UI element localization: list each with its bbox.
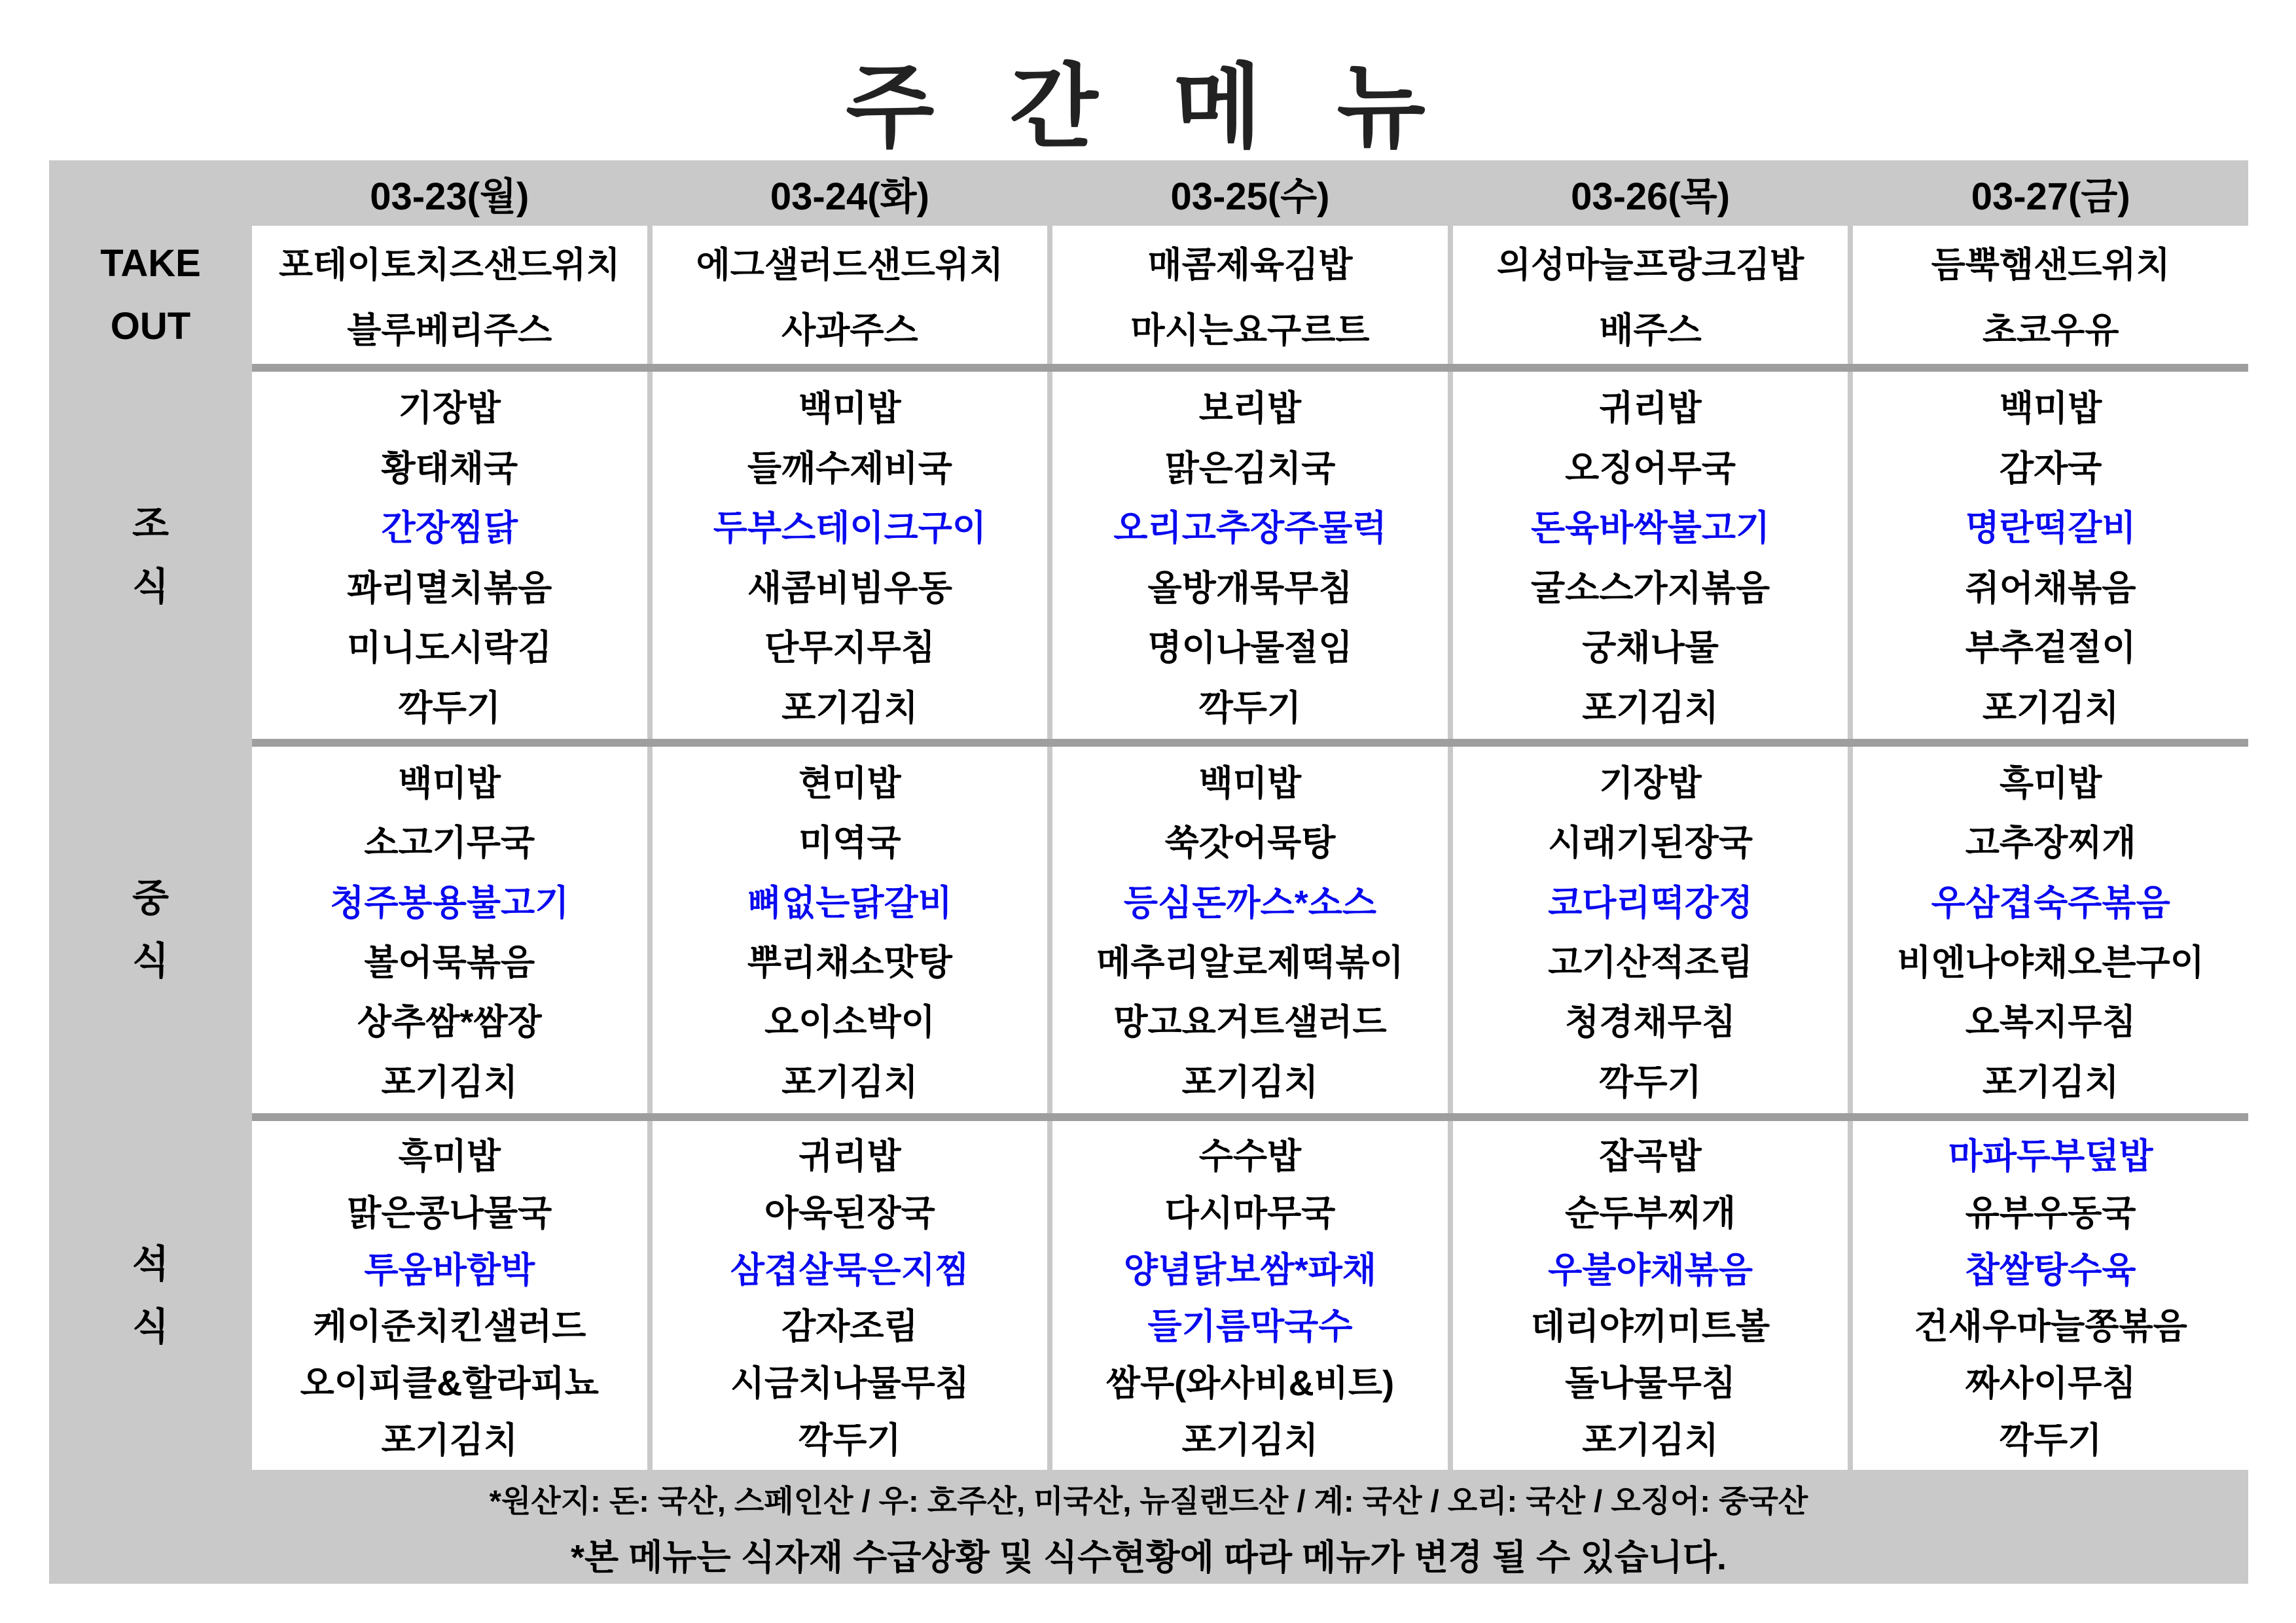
menu-item: 망고요거트샐러드: [1113, 1003, 1387, 1043]
menu-item: 메추리알로제떡볶이: [1096, 943, 1404, 983]
menu-item-highlighted: 명란떡갈비: [1965, 508, 2136, 548]
menu-item: 백미밥: [1198, 764, 1302, 804]
menu-item: 포기김치: [1582, 1421, 1719, 1461]
row-label-dinner: 석 식: [132, 1242, 170, 1348]
menu-item-highlighted: 뼈없는닭갈비: [747, 883, 952, 923]
page-title: 주 간 메 뉴: [846, 56, 1450, 158]
menu-item: 흑미밥: [398, 1136, 501, 1176]
menu-item: 단무지무침: [764, 628, 935, 668]
menu-item: 궁채나물: [1582, 628, 1719, 668]
menu-item: 비엔나야채오븐구이: [1897, 943, 2204, 983]
menu-item: 새콤비빔우동: [747, 568, 952, 608]
footer-notes: [49, 1472, 2248, 1584]
menu-item: 기장밥: [398, 389, 501, 429]
row-label-lunch: 중 식: [132, 877, 170, 982]
menu-item: 올방개묵무침: [1147, 568, 1353, 608]
date-header-4: 03-27(금): [1971, 175, 2130, 218]
menu-item: 매콤제육김밥: [1147, 245, 1353, 285]
menu-item: 돌나물무침: [1565, 1364, 1736, 1404]
dinner-row: [252, 1121, 2248, 1470]
menu-item: 포기김치: [781, 1062, 918, 1102]
menu-item: 포기김치: [1982, 688, 2119, 728]
menu-item: 굴소스가지볶음: [1531, 568, 1770, 608]
menu-item: 시래기된장국: [1548, 823, 1753, 863]
menu-cell-dinner-day1: [653, 1121, 1048, 1470]
menu-item: 건새우마늘쫑볶음: [1914, 1307, 2187, 1347]
menu-item: 쥐어채볶음: [1965, 568, 2136, 608]
menu-item: 아욱된장국: [764, 1193, 935, 1233]
menu-item: 깍두기: [1599, 1062, 1702, 1102]
menu-item: 감자조림: [781, 1307, 918, 1347]
takeout-row: [252, 226, 2248, 364]
menu-item: 미역국: [798, 823, 901, 863]
menu-item: 오이소박이: [764, 1003, 935, 1043]
menu-item-highlighted: 간장찜닭: [381, 508, 518, 548]
menu-item: 고기산적조림: [1548, 943, 1753, 983]
menu-item: 마시는요구르트: [1130, 310, 1370, 350]
menu-item: 쌈무(와사비&비트): [1105, 1364, 1395, 1404]
menu-item: 포테이토치즈샌드위치: [278, 245, 620, 285]
menu-item-highlighted: 투움바함박: [364, 1250, 535, 1290]
menu-item: 소고기무국: [364, 823, 535, 863]
menu-item-highlighted: 등심돈까스*소스: [1123, 883, 1377, 923]
menu-cell-takeout-day4: [1853, 226, 2248, 364]
menu-item: 현미밥: [798, 764, 901, 804]
menu-item: 다시마무국: [1164, 1193, 1336, 1233]
menu-item-highlighted: 오리고추장주물럭: [1113, 508, 1387, 548]
menu-item: 맑은콩나물국: [347, 1193, 552, 1233]
menu-item: 포기김치: [1982, 1062, 2119, 1102]
row-separator: [252, 739, 2248, 747]
lunch-row: [252, 747, 2248, 1113]
menu-cell-takeout-day1: [653, 226, 1048, 364]
menu-item: 깍두기: [398, 688, 501, 728]
date-header-1: 03-24(화): [770, 175, 929, 218]
menu-item-highlighted: 양념닭보쌈*파채: [1123, 1250, 1377, 1290]
menu-change-note: *본 메뉴는 식자재 수급상황 및 식수현황에 따라 메뉴가 변경 될 수 있습니다.: [571, 1537, 1727, 1577]
menu-item-highlighted: 두부스테이크구이: [713, 508, 987, 548]
date-header-0: 03-23(월): [370, 175, 529, 218]
menu-item: 뿌리채소맛탕: [747, 943, 952, 983]
menu-item-highlighted: 청주봉용불고기: [330, 883, 569, 923]
menu-cell-breakfast-day4: [1853, 372, 2248, 739]
menu-item-highlighted: 우삼겹숙주볶음: [1931, 883, 2170, 923]
menu-item: 포기김치: [1181, 1421, 1319, 1461]
menu-item: 포기김치: [781, 688, 918, 728]
menu-table: [49, 160, 2248, 1584]
menu-item: 초코우유: [1982, 310, 2119, 350]
menu-item: 포기김치: [1181, 1062, 1319, 1102]
menu-cell-takeout-day2: [1052, 226, 1448, 364]
menu-item: 귀리밥: [1599, 389, 1702, 429]
menu-item-highlighted: 찹쌀탕수육: [1965, 1250, 2136, 1290]
menu-item: 맑은김치국: [1164, 448, 1336, 488]
menu-item: 듬뿍햄샌드위치: [1931, 245, 2170, 285]
menu-cell-lunch-day0: [252, 747, 647, 1113]
menu-item: 사과주스: [781, 310, 918, 350]
menu-cell-takeout-day3: [1453, 226, 1848, 364]
menu-item: 쑥갓어묵탕: [1164, 823, 1336, 863]
menu-cell-dinner-day4: [1853, 1121, 2248, 1470]
menu-item: 유부우동국: [1965, 1193, 2136, 1233]
menu-item: 데리야끼미트볼: [1531, 1307, 1770, 1347]
menu-item: 짜사이무침: [1965, 1364, 2136, 1404]
menu-item: 포기김치: [1582, 688, 1719, 728]
menu-item: 보리밥: [1198, 389, 1302, 429]
menu-item: 귀리밥: [798, 1136, 901, 1176]
menu-cell-breakfast-day0: [252, 372, 647, 739]
dates-row: [252, 160, 2248, 226]
menu-item: 에그샐러드샌드위치: [696, 245, 1004, 285]
origin-note: *원산지: 돈: 국산, 스페인산 / 우: 호주산, 미국산, 뉴질랜드산 / 계: 국산 / 오리: 국산 / 오징어: 중국산: [489, 1483, 1808, 1518]
menu-item: 청경채무침: [1565, 1003, 1736, 1043]
menu-cell-lunch-day4: [1853, 747, 2248, 1113]
date-header-2: 03-25(수): [1170, 175, 1330, 218]
menu-item: 들깨수제비국: [747, 448, 952, 488]
date-header-3: 03-26(목): [1571, 175, 1731, 218]
menu-item-highlighted: 우불야채볶음: [1548, 1250, 1753, 1290]
menu-cell-lunch-day3: [1453, 747, 1848, 1113]
menu-cell-breakfast-day1: [653, 372, 1048, 739]
menu-item: 잡곡밥: [1599, 1136, 1702, 1176]
menu-item: 백미밥: [398, 764, 501, 804]
menu-item-highlighted: 코다리떡강정: [1548, 883, 1753, 923]
menu-item: 흑미밥: [1999, 764, 2102, 804]
menu-item: 깍두기: [1999, 1421, 2102, 1461]
row-separator: [252, 364, 2248, 372]
menu-cell-takeout-day0: [252, 226, 647, 364]
breakfast-row: [252, 372, 2248, 739]
menu-item: 블루베리주스: [347, 310, 552, 350]
menu-item: 케이준치킨샐러드: [313, 1307, 586, 1347]
menu-item: 황태채국: [381, 448, 518, 488]
menu-item: 오이피클&할라피뇨: [300, 1364, 599, 1404]
menu-item-highlighted: 마파두부덮밥: [1948, 1136, 2153, 1176]
menu-cell-dinner-day0: [252, 1121, 647, 1470]
menu-item: 오징어무국: [1565, 448, 1736, 488]
menu-item: 포기김치: [381, 1421, 518, 1461]
menu-cell-dinner-day2: [1052, 1121, 1448, 1470]
menu-item: 기장밥: [1599, 764, 1702, 804]
menu-cell-breakfast-day3: [1453, 372, 1848, 739]
menu-cell-lunch-day2: [1052, 747, 1448, 1113]
row-labels-column: [49, 160, 252, 1584]
menu-item-highlighted: 삼겹살묵은지찜: [730, 1250, 969, 1290]
menu-item: 꽈리멸치볶음: [347, 568, 552, 608]
row-label-takeout: TAKE OUT: [100, 241, 201, 348]
row-separator: [252, 1113, 2248, 1121]
menu-item: 의성마늘프랑크김밥: [1496, 245, 1804, 285]
menu-item: 감자국: [1999, 448, 2102, 488]
menu-item: 고추장찌개: [1965, 823, 2136, 863]
menu-item-highlighted: 돈육바싹불고기: [1531, 508, 1770, 548]
menu-item: 포기김치: [381, 1062, 518, 1102]
menu-item: 상추쌈*쌈장: [357, 1003, 542, 1043]
menu-item: 깍두기: [1198, 688, 1302, 728]
menu-item: 배주스: [1599, 310, 1702, 350]
menu-item: 명이나물절임: [1147, 628, 1353, 668]
menu-item: 수수밥: [1198, 1136, 1302, 1176]
menu-item: 백미밥: [798, 389, 901, 429]
menu-item: 미니도시락김: [347, 628, 552, 668]
menu-cell-dinner-day3: [1453, 1121, 1848, 1470]
menu-item: 깍두기: [798, 1421, 901, 1461]
menu-cell-breakfast-day2: [1052, 372, 1448, 739]
menu-item-highlighted: 들기름막국수: [1147, 1307, 1353, 1347]
menu-item: 오복지무침: [1965, 1003, 2136, 1043]
menu-item: 부추겉절이: [1965, 628, 2136, 668]
menu-cell-lunch-day1: [653, 747, 1048, 1113]
menu-item: 시금치나물무침: [730, 1364, 969, 1404]
row-label-breakfast: 조 식: [132, 502, 170, 608]
menu-item: 볼어묵볶음: [364, 943, 535, 983]
menu-item: 백미밥: [1999, 389, 2102, 429]
menu-item: 순두부찌개: [1565, 1193, 1736, 1233]
